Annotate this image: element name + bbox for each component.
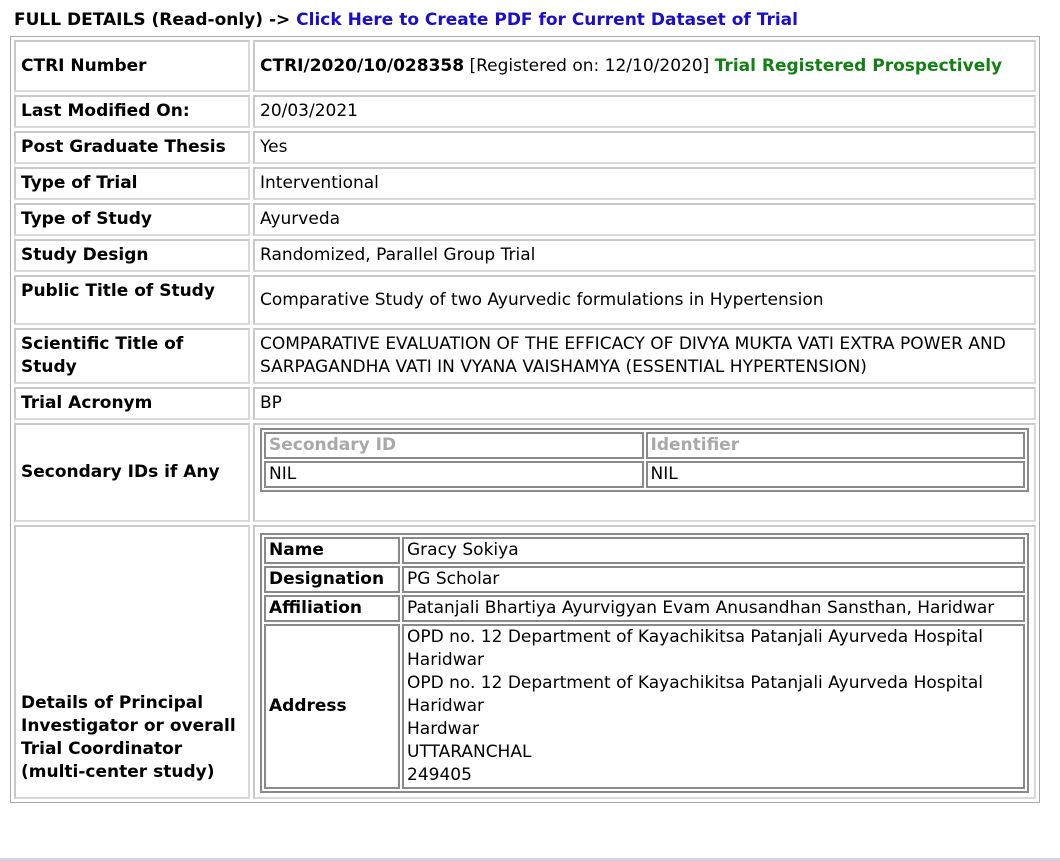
registration-status: Trial Registered Prospectively xyxy=(714,56,1003,76)
pi-row-name xyxy=(264,537,1025,564)
cell-secondary-id: NIL xyxy=(264,461,644,488)
address-line: OPD no. 12 Department of Kayachikitsa Patanjali Ayurveda Hospital Haridwar xyxy=(407,673,983,716)
address-line: 249405 xyxy=(407,765,472,785)
value-last-modified: 20/03/2021 xyxy=(253,95,1036,128)
label-ctri-number: CTRI Number xyxy=(14,40,250,92)
pi-row-designation xyxy=(264,566,1025,593)
trial-details-table xyxy=(10,36,1040,803)
registered-date: [Registered on: 12/10/2020] xyxy=(469,56,710,76)
table-row xyxy=(264,461,1025,488)
label-principal-investigator: Details of Principal Investigator or overall Trial Coordinator (multi-center study) xyxy=(14,525,250,799)
label-last-modified: Last Modified On: xyxy=(14,95,250,128)
value-type-trial: Interventional xyxy=(253,167,1036,200)
value-scientific-title: COMPARATIVE EVALUATION OF THE EFFICACY OF DIVYA MUKTA VATI EXTRA POWER AND SARPAGANDHA VATI IN VYANA VAISHAMYA (ESSENTIAL HYPERTENSION) xyxy=(253,328,1036,384)
row-secondary-ids xyxy=(14,423,1036,522)
value-secondary-ids xyxy=(253,423,1036,522)
pi-row-affiliation xyxy=(264,595,1025,622)
value-pg-thesis: Yes xyxy=(253,131,1036,164)
pi-address-label: Address xyxy=(264,624,400,789)
table-header-row xyxy=(264,432,1025,459)
ctri-number: CTRI/2020/10/028358 xyxy=(260,56,465,76)
header-prefix: FULL DETAILS (Read-only) -> xyxy=(14,10,291,30)
page-header xyxy=(14,10,798,30)
row-scientific-title xyxy=(14,328,1036,384)
cell-identifier: NIL xyxy=(646,461,1026,488)
label-scientific-title: Scientific Title of Study xyxy=(14,328,250,384)
address-line: UTTARANCHAL xyxy=(407,742,532,762)
row-type-study xyxy=(14,203,1036,236)
value-study-design: Randomized, Parallel Group Trial xyxy=(253,239,1036,272)
label-study-design: Study Design xyxy=(14,239,250,272)
row-public-title xyxy=(14,275,1036,325)
label-type-study: Type of Study xyxy=(14,203,250,236)
pi-affiliation-value: Patanjali Bhartiya Ayurvigyan Evam Anusandhan Sansthan, Haridwar xyxy=(402,595,1025,622)
create-pdf-link[interactable]: Click Here to Create PDF for Current Dataset of Trial xyxy=(296,10,798,30)
row-study-design xyxy=(14,239,1036,272)
pi-details-table xyxy=(260,533,1029,793)
address-line: OPD no. 12 Department of Kayachikitsa Patanjali Ayurveda Hospital Haridwar xyxy=(407,627,983,670)
col-header-identifier: Identifier xyxy=(646,432,1026,459)
label-acronym: Trial Acronym xyxy=(14,387,250,420)
row-last-modified xyxy=(14,95,1036,128)
pi-name-value: Gracy Sokiya xyxy=(402,537,1025,564)
row-type-trial xyxy=(14,167,1036,200)
value-public-title: Comparative Study of two Ayurvedic formulations in Hypertension xyxy=(253,275,1036,325)
pi-affiliation-label: Affiliation xyxy=(264,595,400,622)
value-principal-investigator xyxy=(253,525,1036,799)
label-secondary-ids: Secondary IDs if Any xyxy=(14,423,250,522)
row-acronym xyxy=(14,387,1036,420)
label-pg-thesis: Post Graduate Thesis xyxy=(14,131,250,164)
pi-designation-value: PG Scholar xyxy=(402,566,1025,593)
pi-address-value xyxy=(402,624,1025,789)
label-public-title: Public Title of Study xyxy=(14,275,250,325)
col-header-secondary-id: Secondary ID xyxy=(264,432,644,459)
row-pg-thesis xyxy=(14,131,1036,164)
value-type-study: Ayurveda xyxy=(253,203,1036,236)
pi-name-label: Name xyxy=(264,537,400,564)
address-line: Hardwar xyxy=(407,719,479,739)
value-ctri xyxy=(253,40,1036,92)
pi-designation-label: Designation xyxy=(264,566,400,593)
row-principal-investigator xyxy=(14,525,1036,799)
value-acronym: BP xyxy=(253,387,1036,420)
row-ctri xyxy=(14,40,1036,92)
pi-row-address xyxy=(264,624,1025,789)
label-type-trial: Type of Trial xyxy=(14,167,250,200)
secondary-ids-table xyxy=(260,428,1029,492)
